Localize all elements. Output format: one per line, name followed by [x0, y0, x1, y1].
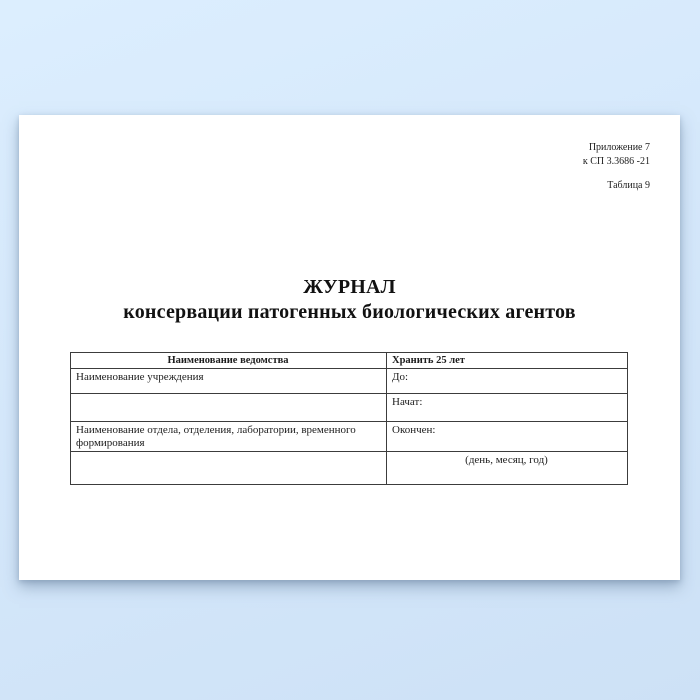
cell-date-until: До:	[387, 369, 628, 394]
header-cell-department-name: Наименование ведомства	[71, 353, 387, 369]
table-row	[71, 452, 628, 485]
table-reference: Таблица 9	[607, 180, 650, 191]
cell-date-format-hint: (день, месяц, год)	[387, 452, 628, 485]
cell-empty	[71, 394, 387, 422]
annex-line-2: к СП 3.3686 -21	[582, 155, 650, 167]
document-title	[19, 275, 680, 325]
table-header-row	[71, 353, 628, 369]
document-page	[19, 115, 680, 580]
cell-department-name: Наименование отдела, отделения, лаборатории, временного формирования	[71, 422, 387, 452]
annex-reference-block	[583, 141, 650, 193]
table-row	[71, 422, 628, 452]
document-title-line-1: ЖУРНАЛ	[303, 276, 396, 298]
cell-date-started: Начат:	[387, 394, 628, 422]
cell-date-finished: Окончен:	[387, 422, 628, 452]
annex-line-1: Приложение 7	[588, 142, 650, 153]
cell-institution-name: Наименование учреждения	[71, 369, 387, 394]
journal-info-table	[70, 352, 628, 485]
document-title-line-2: консервации патогенных биологических агентов	[123, 301, 576, 323]
cell-empty	[71, 452, 387, 485]
table-row	[71, 369, 628, 394]
header-cell-retention-period: Хранить 25 лет	[387, 353, 628, 369]
table-row	[71, 394, 628, 422]
